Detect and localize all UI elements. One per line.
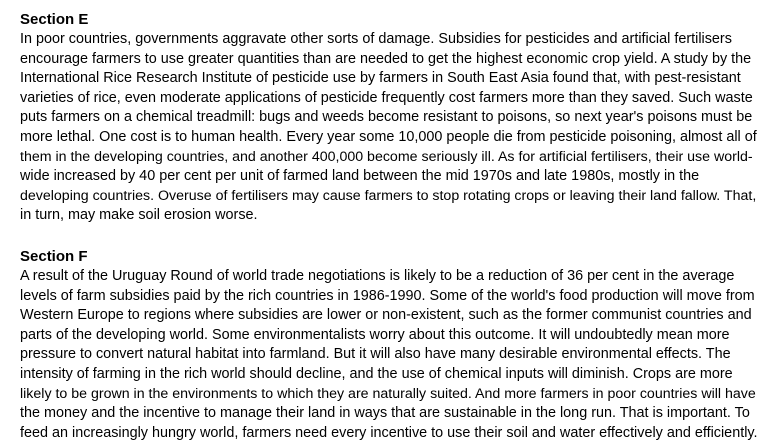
section-heading: Section E [20,11,89,28]
paragraph-line: wide increased by 40 per cent per unit of farmed land between the mid 1970s and late 1980s, mostly in the [20,168,700,185]
section-e [20,10,760,226]
paragraph-line: In poor countries, governments aggravate other sorts of damage. Subsidies for pesticides and artificial fertilisers [20,31,732,47]
paragraph-line: pressure to convert natural habitat into farmland. But it will also have many desirable environmental effects. The [20,346,731,363]
paragraph-line: the money and the incentive to manage their land in ways that are sustainable in the long run. That is important. To [20,405,750,422]
section-f [20,247,760,443]
paragraph-line: Western Europe to regions where subsidies are lower or non-existent, such as the former communist countries and [20,307,752,324]
section-heading: Section F [20,247,88,265]
paragraph-line: intensity of farming in the rich world should decline, and the use of chemical inputs will diminish. Crops are more [20,365,733,382]
paragraph-line: A result of the Uruguay Round of world trade negotiations is likely to be a reduction of 36 per cent in the average [20,267,735,284]
paragraph-line: International Rice Research Institute of pesticide use by farmers in South East Asia found that, with pest-resistant [20,70,741,87]
paragraph-line: encourage farmers to use greater quantities than are needed to get the highest economic crop yield. A study by the [20,50,752,67]
section-paragraph [20,267,760,443]
paragraph-line: parts of the developing world. Some environmentalists worry about this outcome. It will undoubtedly mean more [20,326,730,343]
paragraph-line: developing countries. Overuse of fertilisers may cause farmers to stop rotating crops or leaving their land fallow. That, [20,187,757,204]
paragraph-line: feed an increasingly hungry world, farmers need every incentive to use their soil and water effectively and efficiently. [20,424,758,441]
paragraph-line: in turn, may make soil erosion worse. [20,207,258,224]
paragraph-line: levels of farm subsidies paid by the rich countries in 1986-1990. Some of the world's food production will move from [20,287,755,304]
paragraph-line: more lethal. One cost is to human health. Every year some 10,000 people die from pesticide poisoning, almost all of [20,128,757,145]
paragraph-line: them in the developing countries, and another 400,000 become seriously ill. As for artificial fertilisers, their use world- [20,148,753,165]
paragraph-line: likely to be grown in the environments to which they are naturally suited. And more farmers in poor countries will have [20,385,756,402]
section-paragraph [20,30,760,226]
paragraph-line: varieties of rice, even moderate applications of pesticide frequently cost farmers more than they saved. Such waste [20,89,753,106]
paragraph-line: puts farmers on a chemical treadmill: bugs and weeds become resistant to poisons, so next year's poisons must be [20,109,753,126]
